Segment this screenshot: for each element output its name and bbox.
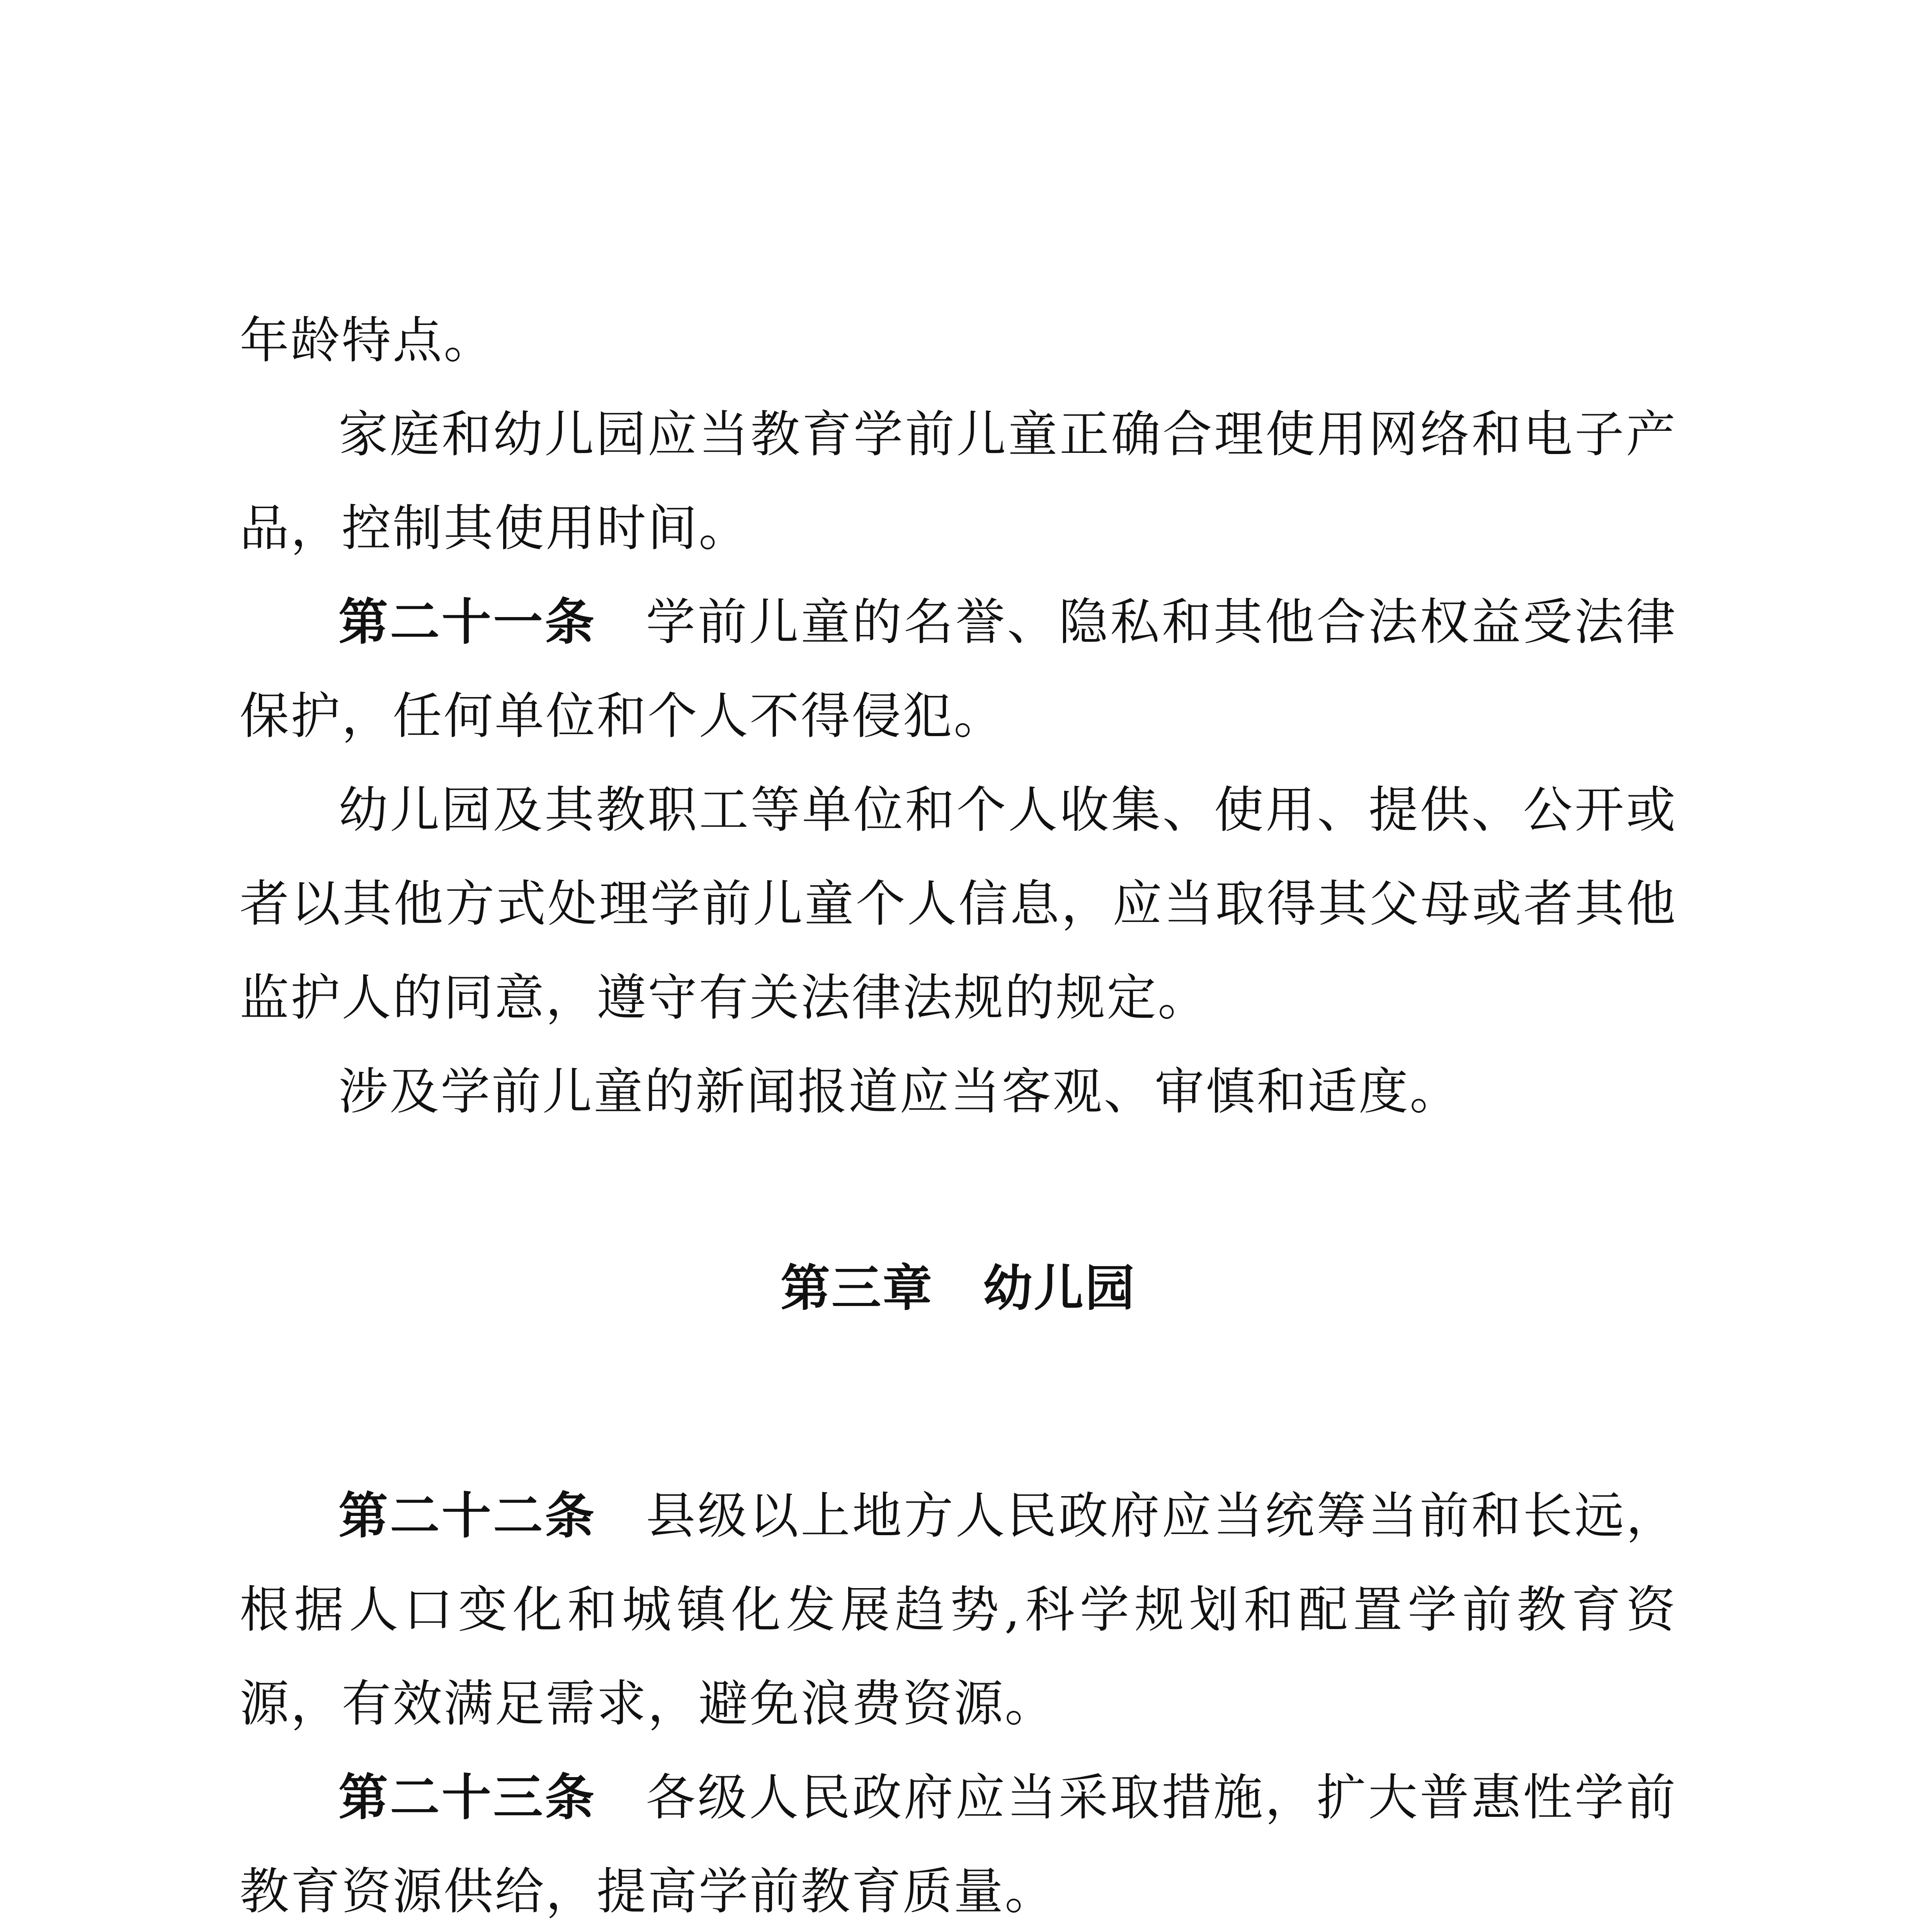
article-number: 第二十二条 (338, 1487, 597, 1545)
article-22 (240, 1469, 1677, 1751)
article-number: 第二十三条 (338, 1769, 597, 1827)
chapter-title-text: 幼儿园 (983, 1260, 1136, 1317)
article-21 (240, 575, 1677, 763)
chapter-heading (240, 1242, 1677, 1335)
paragraph-network-usage: 家庭和幼儿园应当教育学前儿童正确合理使用网络和电子产品，控制其使用时间。 (240, 406, 1677, 557)
article-text: 各级人民政府应当采取措施，扩大普惠性学前教育资源供给，提高学前教育质量。 (240, 1769, 1677, 1920)
paragraph-continuation: 年龄特点。 (240, 312, 495, 369)
article-23 (240, 1751, 1677, 1932)
body-text (240, 294, 1677, 1932)
paragraph-personal-info: 幼儿园及其教职工等单位和个人收集、使用、提供、公开或者以其他方式处理学前儿童个人信息，应当取得其父母或者其他监护人的同意，遵守有关法律法规的规定。 (240, 781, 1677, 1027)
article-text: 县级以上地方人民政府应当统筹当前和长远，根据人口变化和城镇化发展趋势,科学规划和配置学前教育资源，有效满足需求，避免浪费资源。 (240, 1487, 1677, 1733)
paragraph-news-reporting: 涉及学前儿童的新闻报道应当客观、审慎和适度。 (338, 1063, 1461, 1121)
article-number: 第二十一条 (338, 594, 597, 651)
chapter-number: 第三章 (780, 1260, 934, 1317)
article-text: 学前儿童的名誉、隐私和其他合法权益受法律保护，任何单位和个人不得侵犯。 (240, 594, 1677, 745)
